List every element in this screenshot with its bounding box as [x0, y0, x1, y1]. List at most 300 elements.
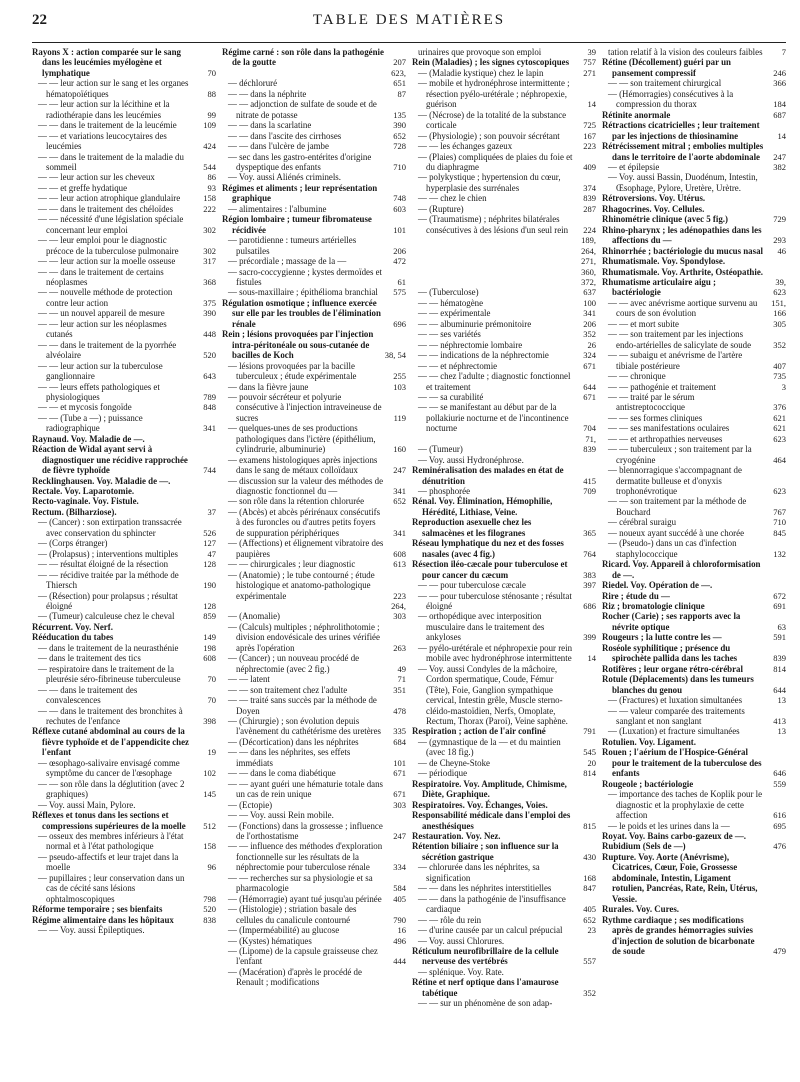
index-entry	[602, 904, 786, 914]
index-entry	[602, 277, 786, 298]
entry-page: 341	[203, 423, 216, 434]
index-entry	[222, 99, 406, 120]
index-entry	[32, 287, 216, 308]
entry-text: — — leur action sur la moelle osseuse	[38, 256, 176, 267]
entry-text: — — leur action sur la lécithine et la radiothérapie dans les leucémies	[38, 99, 170, 120]
index-entry	[412, 434, 596, 455]
entry-page: 652	[583, 914, 596, 925]
entry-page: 101	[393, 757, 406, 768]
entry-text: — — traité par le sérum antistreptococcique	[608, 391, 695, 413]
index-entry	[602, 747, 786, 778]
index-entry	[602, 559, 786, 580]
index-entry	[32, 507, 216, 517]
index-entry	[222, 183, 406, 204]
entry-page: 341	[393, 527, 406, 538]
entry-page: 728	[393, 141, 406, 152]
entry-page: 189, 264, 271, 360, 372, 637	[581, 235, 596, 298]
entry-text: Rougeurs ; la lutte contre les —	[602, 632, 722, 643]
entry-page: 158	[203, 841, 216, 852]
entry-text: Rhumatismale. Voy. Arthrite, Ostéopathie.	[602, 266, 763, 277]
entry-text: — — valeur comparée des traitements sanglant et non sanglant	[608, 705, 745, 726]
index-entry	[602, 47, 786, 57]
index-entry	[222, 925, 406, 935]
index-entry	[32, 726, 216, 757]
entry-page: 246	[773, 67, 786, 78]
entry-text: — — traité sans succès par la méthode de Doyen	[228, 695, 377, 716]
entry-text: — (Résection) pour prolapsus ; résultat éloigné	[38, 590, 178, 612]
entry-page: 365	[583, 527, 596, 538]
entry-text: — (Cancer) ; un nouveau procédé de néphrectomie (avec 2 fig.)	[228, 653, 360, 674]
entry-text: — (Lipome) de la capsule graisseuse chez l'enfant	[228, 945, 378, 967]
index-entry	[412, 758, 596, 768]
entry-page: 198	[203, 642, 216, 653]
entry-text: — (Luxation) et fracture simultanées	[608, 726, 740, 737]
index-entry	[602, 246, 786, 256]
index-entry	[32, 444, 216, 475]
entry-page: 352	[773, 339, 786, 350]
entry-text: Rouen ; l'aérium de l'Hospice-Général pour le traitement de la tuberculose des enfants	[602, 747, 762, 779]
entry-page: 557	[583, 956, 596, 967]
entry-text: — (gymnastique de la — et du maintien (avec 18 fig.)	[418, 736, 561, 758]
entry-page: 644	[583, 381, 596, 392]
entry-page: 47	[207, 548, 216, 559]
entry-page: 383	[583, 569, 596, 580]
index-entry	[602, 204, 786, 214]
index-entry	[412, 810, 596, 831]
entry-text: — — et greffe hydatique	[38, 182, 128, 193]
entry-text: — (Calculs) multiples ; néphrolithotomie ; division endovésicale des urines vérifiée après l'opération	[228, 621, 380, 653]
index-column-1	[32, 47, 216, 1077]
entry-page: 255	[393, 371, 406, 382]
entry-page: 591	[773, 632, 786, 643]
entry-page: 352	[583, 329, 596, 340]
index-entry	[32, 664, 216, 685]
entry-text: — pyélo-urétérale et néphropexie pour rein mobile avec hydronéphrose intermittente	[418, 642, 573, 664]
entry-text: Région lombaire ; tumeur fibromateuse récidivée	[222, 214, 372, 235]
index-entry	[222, 841, 406, 872]
index-entry	[412, 455, 596, 465]
entry-page: 847	[583, 883, 596, 894]
entry-text: Réflexe cutané abdominal au cours de la fièvre typhoïde et de l'appendicite chez l'enfant	[32, 726, 189, 758]
entry-text: — (Anatomie) ; le tube contourné ; étude histologique et anatomo-pathologique expérimentale	[228, 569, 375, 601]
index-entry	[602, 674, 786, 695]
entry-text: — — nécessité d'une législation spéciale concernant leur emploi	[38, 214, 184, 235]
index-entry	[222, 455, 406, 476]
entry-text: — — latent	[228, 674, 270, 685]
entry-page: 61	[397, 276, 406, 287]
entry-page: 643	[203, 371, 216, 382]
entry-page: 764	[583, 548, 596, 559]
entry-text: — (Fractures) et luxation simultanées	[608, 695, 743, 706]
index-entry	[222, 538, 406, 559]
entry-text: — Voy. aussi Bassin, Duodénum, Intestin, Œsophage, Pylore, Uretère, Urètre.	[608, 172, 758, 193]
entry-page: 38, 54	[384, 350, 406, 361]
entry-page: 19	[207, 747, 216, 758]
index-entry	[602, 413, 786, 423]
entry-page: 207	[393, 57, 406, 68]
entry-page: 71	[397, 674, 406, 685]
entry-text: — discussion sur la valeur des méthodes de diagnostic fonctionnel du —	[228, 475, 384, 497]
index-entry	[32, 131, 216, 152]
entry-text: Réseau lymphatique du nez et des fosses nasales (avec 4 fig.)	[412, 538, 564, 559]
entry-text: — — un nouvel appareil de mesure	[38, 308, 165, 319]
index-entry	[32, 120, 216, 130]
index-entry	[602, 329, 786, 350]
index-entry	[222, 496, 406, 506]
entry-text: — — avec anévrisme aortique survenu au cours de son évolution	[608, 297, 758, 319]
entry-text: urinaires que provoque son emploi	[418, 47, 542, 57]
entry-page: 696	[393, 318, 406, 329]
entry-text: — — son traitement par la méthode de Bouchard	[608, 496, 747, 517]
entry-page: 334	[393, 862, 406, 873]
index-entry	[222, 89, 406, 99]
entry-text: — — ses manifestations oculaires	[608, 423, 730, 434]
entry-text: — — dans l'ulcère de jambe	[228, 141, 329, 152]
index-entry	[32, 591, 216, 612]
entry-page: 413	[773, 716, 786, 726]
entry-text: — — leur action atrophique glandulaire	[38, 193, 181, 204]
index-entry	[222, 329, 406, 360]
entry-text: — (Plaies) compliquées de plaies du foie et du diaphragme	[418, 151, 573, 172]
index-entry	[32, 486, 216, 496]
index-entry	[602, 371, 786, 381]
index-entry	[222, 622, 406, 653]
entry-text: — sous-maxillaire ; épithélioma branchial	[228, 287, 378, 298]
index-entry	[222, 141, 406, 151]
entry-page: 100	[583, 297, 596, 308]
index-entry	[412, 329, 596, 339]
entry-text: — (Chirurgie) ; son évolution depuis l'avènement du cathétérisme des uretères	[228, 716, 382, 737]
index-entry	[412, 298, 596, 308]
index-entry	[32, 632, 216, 642]
entry-text: — — pour tuberculose cæcale	[418, 580, 526, 591]
entry-text: — (Hémorragie) ayant tué jusqu'au périnée	[228, 893, 382, 904]
entry-text: — d'urine causée par un calcul prépucial	[418, 925, 563, 936]
entry-page: 845	[773, 527, 786, 538]
index-column-2	[222, 47, 406, 1077]
entry-text: Rectale. Voy. Laparotomie.	[32, 486, 135, 497]
entry-text: — (Prolapsus) ; interventions multiples	[38, 548, 179, 559]
entry-text: — — ses formes cliniques	[608, 412, 703, 423]
index-entry	[412, 831, 596, 841]
index-entry	[412, 967, 596, 977]
entry-text: — blennorragique s'accompagnant de dermatite bulleuse et d'onyxis trophonévrotique	[608, 465, 742, 497]
entry-text: Rythme cardiaque ; ses modifications après de grandes hémorragies suivies d'injection de solution de bicarbonate de soude	[602, 914, 755, 956]
entry-text: — — dans le traitement des bronchites à rechutes de l'enfance	[38, 705, 183, 726]
index-entry	[222, 695, 406, 716]
entry-text: — — et arthropathies nerveuses	[608, 433, 723, 444]
entry-text: — — chronique	[608, 371, 666, 382]
entry-page: 382	[773, 161, 786, 172]
entry-page: 26	[587, 339, 596, 350]
entry-page: 744	[203, 465, 216, 476]
index-entry	[222, 821, 406, 842]
index-entry	[222, 47, 406, 68]
entry-text: Réticulum neurofibrillaire de la cellule nerveuse des vertébrés	[412, 945, 559, 967]
index-entry	[602, 789, 786, 820]
index-entry	[32, 611, 216, 621]
index-entry	[222, 131, 406, 141]
entry-text: Rhinométrie clinique (avec 5 fig.)	[602, 214, 728, 225]
entry-page: 644	[773, 684, 786, 695]
index-entry	[222, 298, 406, 329]
entry-page: 791	[583, 726, 596, 737]
entry-text: — œsophago-salivaire envisagé comme symptôme du cancer de l'œsophage	[38, 757, 180, 779]
entry-text: — (Macération) d'après le procédé de Renault ; modifications	[228, 966, 362, 988]
index-entry	[222, 476, 406, 497]
entry-text: Rein ; lésions provoquées par l'injection intra-péritonéale ou sous-cutanée de bacilles de Koch	[222, 329, 374, 361]
index-entry	[412, 319, 596, 329]
entry-text: — — dans les néphrites interstitielles	[418, 883, 552, 894]
entry-text: — (Abcès) et abcès périrénaux consécutifs à des furoncles ou d'autres petits foyers de suppuration périphériques	[228, 506, 381, 538]
entry-text: — — hématogène	[418, 297, 484, 308]
entry-text: — — chez l'adulte ; diagnostic fonctionnel et traitement	[418, 371, 571, 392]
entry-text: Résection iléo-cæcale pour tuberculose et pour cancer du cæcum	[412, 559, 568, 580]
entry-page: 264, 303	[391, 601, 406, 622]
index-entry	[32, 622, 216, 632]
entry-text: — (Traumatisme) ; néphrites bilatérales consécutives à des lésions d'un seul rein	[418, 214, 569, 235]
entry-text: — — dans la pathogénie de l'insuffisance cardiaque	[418, 893, 566, 915]
entry-text: Rougeole ; bactériologie	[602, 778, 694, 789]
entry-page: 575	[393, 287, 406, 298]
entry-page: 14	[587, 99, 596, 110]
entry-page: 7	[781, 47, 786, 57]
entry-page: 405	[393, 893, 406, 904]
entry-page: 545	[583, 747, 596, 758]
entry-text: — — (Tube a —) ; puissance radiographique	[38, 412, 143, 434]
index-entry	[222, 507, 406, 538]
entry-page: 376	[773, 402, 786, 413]
index-entry	[32, 653, 216, 663]
entry-text: — périodique	[418, 768, 468, 779]
entry-text: — — son rôle dans la déglutition (avec 2 graphiques)	[38, 778, 185, 800]
entry-page: 409	[583, 161, 596, 172]
entry-text: — chlorurée dans les néphrites, sa signification	[418, 862, 540, 883]
entry-page: 646	[773, 768, 786, 779]
index-entry	[32, 47, 216, 78]
entry-page: 838	[203, 914, 216, 925]
index-entry	[222, 382, 406, 392]
entry-page: 190	[203, 580, 216, 591]
index-entry	[222, 800, 406, 810]
entry-text: — (Décortication) dans les néphrites	[228, 736, 359, 747]
index-entry	[412, 392, 596, 402]
index-entry	[602, 319, 786, 329]
entry-page: 710	[393, 161, 406, 172]
index-entry	[32, 99, 216, 120]
index-entry	[32, 852, 216, 873]
entry-text: Restauration. Voy. Nez.	[412, 830, 501, 841]
index-entry	[602, 120, 786, 141]
index-entry	[412, 465, 596, 486]
entry-page: 704	[583, 423, 596, 434]
index-entry	[32, 308, 216, 318]
index-entry	[32, 915, 216, 925]
entry-page: 623	[773, 486, 786, 497]
entry-text: — (Corps étranger)	[38, 538, 108, 549]
entry-text: — pupillaires ; leur conservation dans un cas de cécité sans lésions ophtalmoscopiques	[38, 872, 185, 904]
entry-text: Récurrent. Voy. Nerf.	[32, 621, 113, 632]
entry-text: — — albuminurie prémonitoire	[418, 318, 532, 329]
index-entry	[412, 841, 596, 862]
entry-page: 16	[397, 925, 406, 936]
index-entry	[32, 800, 216, 810]
index-entry	[412, 486, 596, 496]
index-entry	[222, 810, 406, 820]
entry-text: — — expérimentale	[418, 308, 491, 319]
entry-page: 167	[583, 130, 596, 141]
entry-page: 3	[781, 381, 786, 392]
entry-page: 710	[773, 517, 786, 528]
index-entry	[412, 559, 596, 580]
entry-text: — le poids et les urines dans la —	[608, 820, 730, 831]
entry-text: Rhino-pharynx ; les adénopathies dans les affections du —	[602, 224, 762, 246]
index-entry	[412, 977, 596, 998]
entry-page: 652	[393, 130, 406, 141]
entry-page: 397	[583, 580, 596, 591]
index-entry	[32, 517, 216, 538]
entry-text: Royat. Voy. Bains carbo-gazeux de —.	[602, 830, 746, 841]
entry-text: Rubidium (Sels de —)	[602, 841, 686, 852]
entry-page: 374	[583, 182, 596, 193]
entry-text: — (Tuberculose)	[418, 287, 479, 298]
entry-text: — — leur emploi pour le diagnostic précoce de la tuberculose pulmonaire	[38, 235, 179, 256]
index-entry	[222, 423, 406, 454]
page-number: 22	[32, 12, 47, 28]
index-entry	[602, 706, 786, 727]
index-entry	[602, 611, 786, 632]
entry-page: 814	[583, 768, 596, 779]
index-entry	[602, 517, 786, 527]
entry-page: 287	[583, 203, 596, 214]
index-entry	[32, 193, 216, 203]
entry-text: Reproduction asexuelle chez les salmacènes et les filogranes	[412, 517, 532, 538]
entry-page: 691	[773, 601, 786, 612]
entry-text: — quelques-unes de ses productions pathologiques dans l'ictère (épithélium, cylindrurie, albuminurie)	[228, 423, 376, 455]
index-entry	[602, 726, 786, 736]
entry-page: 608	[203, 653, 216, 664]
entry-text: Régimes et aliments ; leur représentation graphique	[222, 182, 378, 204]
index-entry	[412, 350, 596, 360]
entry-text: Responsabilité médicale dans l'emploi des anesthésiques	[412, 810, 571, 831]
entry-page: 390	[393, 120, 406, 131]
entry-text: — — leur action sur les néoplasmes cutanés	[38, 318, 167, 340]
entry-page: 399	[583, 632, 596, 643]
index-entry	[32, 496, 216, 506]
entry-text: — — leurs effets pathologiques et physiologiques	[38, 381, 160, 402]
entry-text: — Voy. aussi Hydronéphrose.	[418, 454, 524, 465]
entry-text: — mobile et hydronéphrose intermittente ; résection pyélo-urétérale ; néphropexie, guérison	[418, 78, 570, 110]
index-entry	[222, 779, 406, 800]
entry-text: — (Rupture)	[418, 203, 464, 214]
index-entry	[602, 162, 786, 172]
entry-page: 160	[393, 444, 406, 455]
index-entry	[32, 183, 216, 193]
entry-text: — Voy. aussi Aliénés criminels.	[228, 172, 341, 183]
entry-text: — — et variations leucocytaires des leucémies	[38, 130, 167, 152]
index-entry	[412, 78, 596, 109]
entry-text: — — dans l'ascite des cirrhoses	[228, 130, 342, 141]
index-entry	[32, 873, 216, 904]
index-entry	[412, 402, 596, 433]
entry-text: — (Tumeur)	[418, 444, 463, 455]
index-entry	[602, 643, 786, 664]
entry-page: 149	[203, 632, 216, 643]
index-entry	[412, 936, 596, 946]
entry-page: 839	[773, 653, 786, 664]
index-entry	[222, 204, 406, 214]
index-entry	[222, 152, 406, 173]
entry-text: Recklinghausen. Voy. Maladie de —.	[32, 475, 171, 486]
entry-page: 103	[393, 381, 406, 392]
entry-page: 168	[583, 872, 596, 883]
entry-page: 444	[393, 956, 406, 967]
entry-page: 223	[583, 141, 596, 152]
entry-page: 687	[773, 109, 786, 120]
index-entry	[32, 402, 216, 412]
index-entry	[602, 601, 786, 611]
index-entry	[602, 580, 786, 590]
entry-page: 709	[583, 486, 596, 497]
entry-text: — — Voy. aussi Épileptiques.	[38, 925, 145, 936]
entry-text: — — recherches sur sa physiologie et sa pharmacologie	[228, 872, 373, 894]
entry-text: Rétine et nerf optique dans l'amaurose tabétique	[412, 977, 559, 998]
entry-text: — — dans la néphrite	[228, 88, 307, 99]
entry-text: — orthopédique avec interposition musculaire dans le traitement des ankyloses	[418, 611, 545, 643]
entry-page: 158	[203, 193, 216, 204]
entry-text: — noueux ayant succédé à une chorée	[608, 527, 745, 538]
index-entry	[602, 538, 786, 559]
entry-text: — — tuberculeux ; son traitement par la cryogénine	[608, 444, 752, 465]
entry-page: 39, 623	[773, 276, 786, 298]
entry-text: — — indications de la néphrectomie	[418, 350, 549, 361]
entry-page: 405	[583, 904, 596, 915]
entry-text: — — dans le coma diabétique	[228, 768, 336, 779]
entry-page: 70	[207, 674, 216, 685]
entry-page: 815	[583, 820, 596, 831]
entry-text: — — leur action sur les cheveux	[38, 172, 155, 183]
index-entry	[222, 68, 406, 89]
entry-text: — — son traitement chez l'adulte	[228, 684, 348, 695]
entry-page: 621	[773, 412, 786, 423]
entry-text: — — dans le traitement des chéloïdes	[38, 203, 174, 214]
entry-text: — — sur un phénomène de son adap-	[418, 998, 553, 1009]
index-entry	[602, 350, 786, 371]
index-entry	[412, 998, 596, 1008]
index-entry	[32, 925, 216, 935]
entry-page: 789	[203, 391, 216, 402]
entry-text: Réforme temporaire ; ses bienfaits	[32, 904, 163, 915]
entry-page: 767	[773, 506, 786, 517]
entry-page: 613	[393, 559, 406, 570]
entry-page: 247	[393, 830, 406, 841]
entry-text: — lésions provoquées par la bacille tuberculeux ; étude expérimentale	[228, 360, 357, 382]
entry-text: — — dans la scarlatine	[228, 120, 312, 131]
entry-text: — — récidive traitée par la méthode de Thiersch	[38, 569, 179, 591]
index-entry	[602, 57, 786, 78]
entry-text: Roséole syphilitique ; présence du spirochète pallida dans les taches	[602, 642, 738, 664]
index-entry	[602, 423, 786, 433]
entry-page: 224	[583, 224, 596, 235]
index-entry	[412, 172, 596, 193]
entry-text: — (Physiologie) ; son pouvoir sécrétant	[418, 130, 560, 141]
entry-page: 798	[203, 893, 216, 904]
entry-page: 520	[203, 904, 216, 915]
entry-page: 247	[393, 465, 406, 476]
entry-page: 132	[773, 548, 786, 559]
index-entry	[412, 726, 596, 736]
entry-text: — pouvoir sécréteur et polyurie consécutive à l'injection intraveineuse de sucres	[228, 391, 382, 423]
